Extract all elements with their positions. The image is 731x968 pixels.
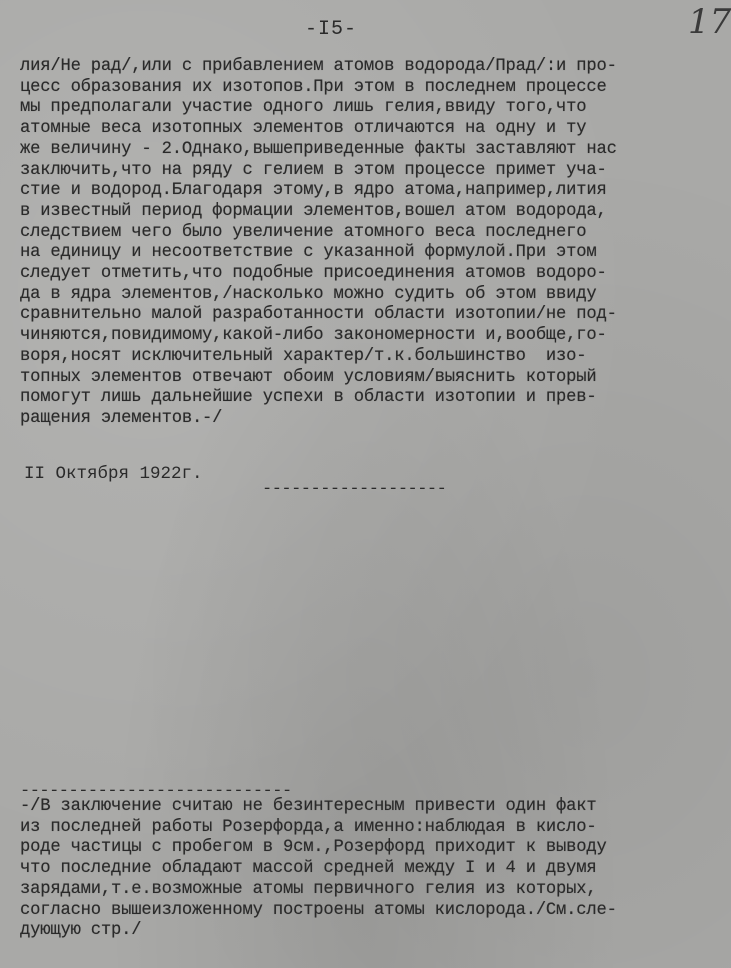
body-line: заключить,что на ряду с гелием в этом процессе примет уча- bbox=[20, 160, 607, 180]
body-line: атомные веса изотопных элементов отличаются на одну и ту bbox=[20, 119, 587, 139]
body-line: топных элементов отвечают обоим условиям/выяснить который bbox=[20, 367, 597, 387]
page-number: -I5- bbox=[305, 18, 358, 41]
footnote-line: зарядами,т.е.возможные атомы первичного гелия из которых, bbox=[20, 879, 597, 899]
footnote-line: согласно вышеизложенному построены атомы кислорода./См.сле- bbox=[20, 900, 617, 920]
body-line: чиняются,повидимому,какой-либо закономерности и,вообще,го- bbox=[20, 326, 607, 346]
date-line: II Октября 1922г. bbox=[24, 464, 203, 484]
body-line: следует отметить,что подобные присоединения атомов водоро- bbox=[20, 264, 607, 284]
footnote-line: дующую стр./ bbox=[20, 921, 142, 941]
footnote-line: из последней работы Розерфорда,а именно:наблюдая в кисло- bbox=[20, 817, 597, 837]
body-line: лия/Не рад/,или с прибавлением атомов водорода/Прад/:и про- bbox=[20, 57, 617, 76]
body-line: на единицу и несоответствие с указанной формулой.При этом bbox=[20, 243, 597, 263]
body-line: помогут лишь дальнейшие успехи в области изотопии и прев- bbox=[20, 388, 597, 408]
archive-folio-number: 17 bbox=[688, 2, 731, 42]
body-line: сравнительно малой разработанности области изотопии/не под- bbox=[20, 305, 617, 325]
body-line: воря,носят исключительный характер/т.к.большинство изо- bbox=[20, 346, 587, 366]
body-line: стие и водород.Благодаря этому,в ядро атома,например,лития bbox=[20, 181, 607, 201]
body-line: же величину - 2.Однако,вышеприведенные факты заставляют нас bbox=[20, 139, 617, 159]
footnote bbox=[20, 797, 720, 942]
footnote-rule: ---------------------------- bbox=[20, 782, 292, 801]
body-line: цесс образования их изотопов.При этом в последнем процессе bbox=[20, 77, 607, 97]
separator-rule: ------------------- bbox=[262, 480, 447, 499]
footnote-line: -/В заключение считаю не безинтересным привести один факт bbox=[20, 797, 597, 816]
body-line: в известный период формации элементов,вошел атом водорода, bbox=[20, 201, 607, 221]
body-paragraph bbox=[20, 57, 710, 430]
body-line: мы предполагали участие одного лишь гелия,ввиду того,что bbox=[20, 98, 587, 118]
body-line: следствием чего было увеличение атомного веса последнего bbox=[20, 222, 587, 242]
body-line: ращения элементов.-/ bbox=[20, 408, 223, 428]
body-line: да в ядра элементов,/насколько можно судить об этом ввиду bbox=[20, 284, 597, 304]
footnote-line: роде частицы с пробегом в 9см.,Розерфорд приходит к выводу bbox=[20, 838, 607, 858]
footnote-line: что последние обладают массой средней между I и 4 и двумя bbox=[20, 859, 597, 879]
